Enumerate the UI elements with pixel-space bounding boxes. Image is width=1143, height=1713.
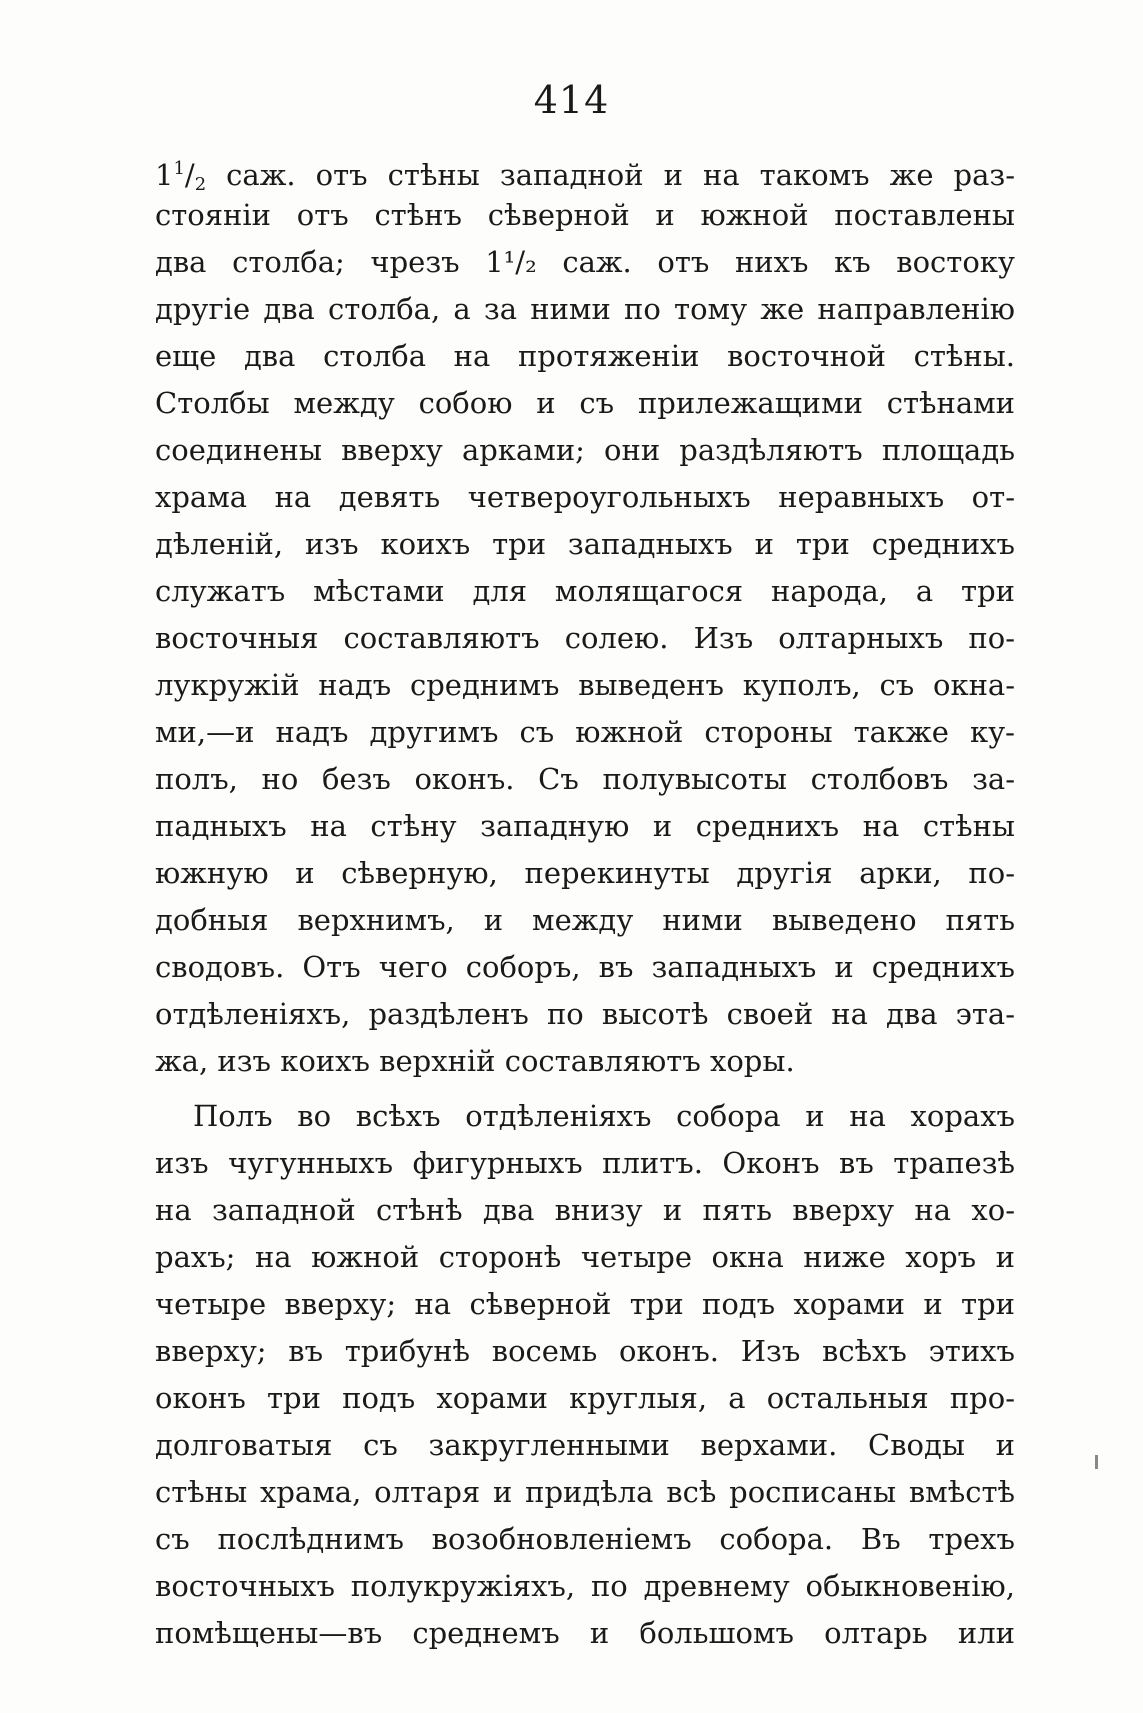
text-line: другіе два столба, а за ними по тому же направленію	[155, 292, 1015, 326]
text-line: Полъ во всѣхъ отдѣленіяхъ собора и на хорахъ	[193, 1099, 1015, 1133]
text-line: еще два столба на протяженіи восточной стѣны.	[155, 339, 1015, 373]
text-line: отдѣленіяхъ, раздѣленъ по высотѣ своей на два эта-	[155, 997, 1015, 1031]
text-line: южную и сѣверную, перекинуты другія арки, по-	[155, 856, 1015, 890]
text-line: лукружій надъ среднимъ выведенъ куполъ, съ окна-	[155, 668, 1015, 702]
text-line: помѣщены—въ среднемъ и большомъ олтарь или	[155, 1616, 1015, 1650]
text-line: оконъ три подъ хорами круглыя, а остальныя про-	[155, 1381, 1015, 1415]
text-line: восточныя составляютъ солею. Изъ олтарныхъ по-	[155, 621, 1015, 655]
text-line: дѣленій, изъ коихъ три западныхъ и три среднихъ	[155, 527, 1015, 561]
text-line: жа, изъ коихъ верхній составляютъ хоры.	[155, 1044, 795, 1078]
text-line: служатъ мѣстами для молящагося народа, а три	[155, 574, 1015, 608]
text-line: два столба; чрезъ 1¹/₂ саж. отъ нихъ къ востоку	[155, 245, 1015, 279]
text-line-rest: саж. отъ стѣны западной и на такомъ же раз-	[206, 157, 1015, 192]
fraction-whole: 1	[155, 157, 174, 192]
text-line: сводовъ. Отъ чего соборъ, въ западныхъ и среднихъ	[155, 950, 1015, 984]
page-number: 414	[533, 78, 610, 122]
text-line: Столбы между собою и съ прилежащими стѣнами	[155, 386, 1015, 420]
paragraph-gap	[155, 1085, 1015, 1093]
text-line: вверху; въ трибунѣ восемь оконъ. Изъ всѣхъ этихъ	[155, 1334, 1015, 1368]
text-line: добныя верхнимъ, и между ними выведено пять	[155, 903, 1015, 937]
text-line: стѣны храма, олтаря и придѣла всѣ росписаны вмѣстѣ	[155, 1475, 1015, 1509]
fraction-denominator: 2	[194, 174, 207, 196]
text-line	[155, 145, 1015, 196]
body-text	[155, 145, 1015, 1657]
text-line: рахъ; на южной сторонѣ четыре окна ниже хоръ и	[155, 1240, 1015, 1274]
paper-speck	[1095, 1455, 1098, 1469]
text-line: соединены вверху арками; они раздѣляютъ площадь	[155, 433, 1015, 467]
text-line: полъ, но безъ оконъ. Съ полувысоты столбовъ за-	[155, 762, 1015, 796]
text-line: на западной стѣнѣ два внизу и пять вверху на хо-	[155, 1193, 1015, 1227]
text-line: ми,—и надъ другимъ съ южной стороны также ку-	[155, 715, 1015, 749]
text-line: съ послѣднимъ возобновленіемъ собора. Въ трехъ	[155, 1522, 1015, 1556]
text-line: восточныхъ полукружіяхъ, по древнему обыкновенію,	[155, 1569, 1015, 1603]
text-line: долговатыя съ закругленными верхами. Своды и	[155, 1428, 1015, 1462]
fraction-numerator: 1	[173, 158, 185, 179]
text-line: четыре вверху; на сѣверной три подъ хорами и три	[155, 1287, 1015, 1321]
text-line: стояніи отъ стѣнъ сѣверной и южной поставлены	[155, 198, 1015, 232]
text-line: падныхъ на стѣну западную и среднихъ на стѣны	[155, 809, 1015, 843]
text-line: изъ чугунныхъ фигурныхъ плитъ. Оконъ въ трапезѣ	[155, 1146, 1015, 1180]
fraction-separator: /	[184, 157, 195, 192]
text-line: храма на девять четвероугольныхъ неравныхъ от-	[155, 480, 1015, 514]
